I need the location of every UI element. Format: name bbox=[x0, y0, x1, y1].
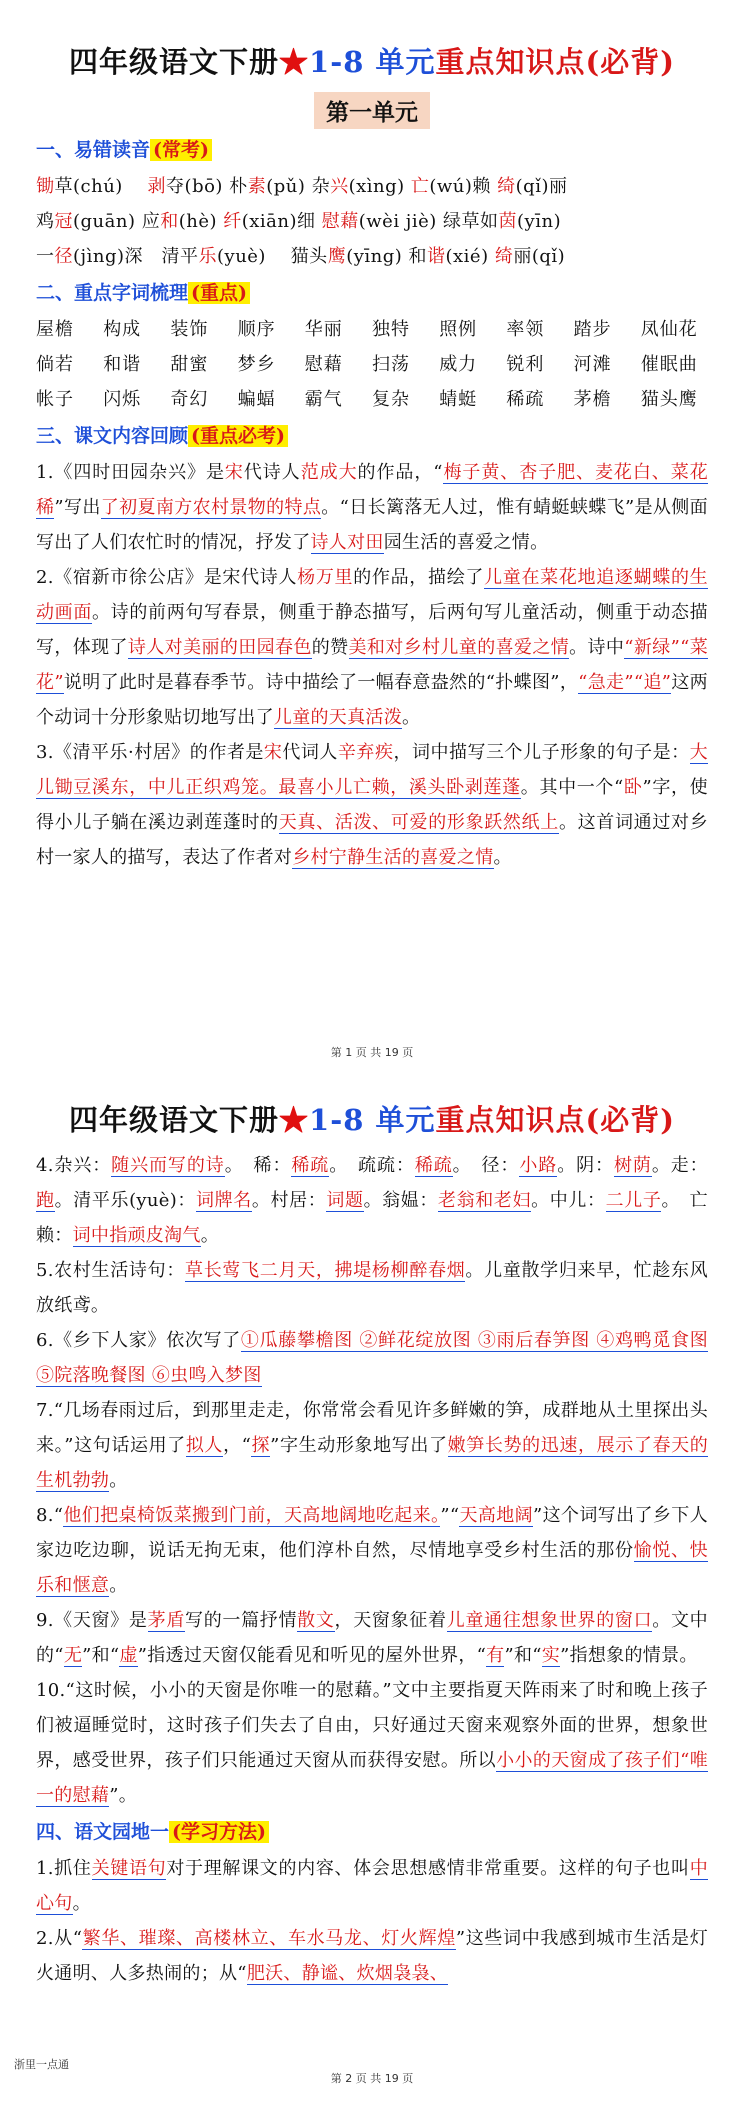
garden-item-1: 1.抓住关键语句对于理解课文的内容、体会思想感情非常重要。这样的句子也叫中心句。 bbox=[36, 1858, 708, 1914]
vocab-word: 梦乡 bbox=[237, 354, 276, 375]
vocabulary-grid bbox=[36, 312, 708, 417]
section-heading-pronunciation: 一、易错读音 (常考) bbox=[36, 135, 708, 165]
vocab-word: 奇幻 bbox=[170, 389, 209, 410]
vocab-word: 构成 bbox=[103, 319, 142, 340]
page-2 bbox=[0, 1092, 744, 2104]
vocab-word: 锐利 bbox=[506, 354, 545, 375]
vocab-word: 稀疏 bbox=[506, 389, 545, 410]
vocab-word: 复杂 bbox=[371, 389, 410, 410]
vocab-word: 催眠曲 bbox=[640, 354, 698, 375]
vocab-word: 踏步 bbox=[573, 319, 612, 340]
star-icon: ★ bbox=[279, 1103, 310, 1137]
vocab-word: 倘若 bbox=[36, 354, 74, 375]
note-item-5: 5.农村生活诗句：草长莺飞二月天，拂堤杨柳醉春烟。儿童散学归来早，忙趁东风放纸鸢。 bbox=[36, 1260, 709, 1316]
vocab-word: 甜蜜 bbox=[170, 354, 209, 375]
note-item-6: 6.《乡下人家》依次写了①瓜藤攀檐图 ②鲜花绽放图 ③雨后春笋图 ④鸡鸭觅食图 ⑤院落晚餐图 ⑥虫鸣入梦图 bbox=[36, 1330, 708, 1386]
vocab-word: 华丽 bbox=[304, 319, 343, 340]
section-heading-garden: 四、语文园地一 (学习方法) bbox=[36, 1817, 708, 1847]
note-item-7: 7.“几场春雨过后，到那里走走，你常常会看见许多鲜嫩的笋，成群地从土里探出头来。”这句话运用了拟人，“探”字生动形象地写出了嫩笋长势的迅速，展示了春天的生机勃勃。 bbox=[36, 1400, 708, 1491]
unit-heading: 第一单元 bbox=[314, 92, 430, 129]
vocab-word: 河滩 bbox=[573, 354, 612, 375]
vocab-word: 帐子 bbox=[36, 389, 74, 410]
note-item-9: 9.《天窗》是茅盾写的一篇抒情散文，天窗象征着儿童通往想象世界的窗口。文中的“无”和“虚”指透过天窗仅能看见和听见的屋外世界，“有”和“实”指想象的情景。 bbox=[36, 1610, 708, 1666]
vocab-word: 蜻蜓 bbox=[439, 389, 478, 410]
page-footer: 第 2 页 共 19 页 bbox=[330, 2072, 414, 2085]
page-title: 四年级语文下册★1-8 单元重点知识点(必背) bbox=[69, 45, 675, 79]
vocab-word: 扫荡 bbox=[371, 354, 410, 375]
note-item-4: 4.杂兴：随兴而写的诗。 稀：稀疏。 疏疏：稀疏。 径：小路。阴：树荫。走：跑。清平乐(yuè)：词牌名。村居：词题。翁媪：老翁和老妇。中儿：二儿子。 亡赖：词中指顽皮淘气。 bbox=[36, 1155, 708, 1246]
vocab-word: 独特 bbox=[371, 319, 410, 340]
review-item-1: 1.《四时田园杂兴》是宋代诗人范成大的作品，“梅子黄、杏子肥、麦花白、菜花稀”写出了初夏南方农村景物的特点。“日长篱落无人过，惟有蜻蜓蛱蝶飞”是从侧面写出了人们农忙时的情况，抒发了诗人对田园生活的喜爱之情。 bbox=[36, 462, 708, 553]
note-item-10: 10.“这时候，小小的天窗是你唯一的慰藉。”文中主要指夏天阵雨来了时和晚上孩子们被逼睡觉时，这时孩子们失去了自由，只好通过天窗来观察外面的世界，想象世界，感受世界，孩子们只能通过天窗从而获得安慰。所以小小的天窗成了孩子们“唯一的慰藉”。 bbox=[36, 1680, 708, 1806]
section-heading-vocabulary: 二、重点字词梳理 (重点) bbox=[36, 278, 708, 308]
page-title: 四年级语文下册★1-8 单元重点知识点(必背) bbox=[69, 1103, 675, 1137]
garden-item-2: 2.从“繁华、璀璨、高楼林立、车水马龙、灯火辉煌”这些词中我感到城市生活是灯火通明、人多热闹的；从“肥沃、静谧、炊烟袅袅、 bbox=[36, 1928, 709, 1984]
watermark: 浙里一点通 bbox=[14, 2058, 69, 2071]
note-item-8: 8.“他们把桌椅饭菜搬到门前，天高地阔地吃起来。”“天高地阔”这个词写出了乡下人家边吃边聊，说话无拘无束，他们淳朴自然，尽情地享受乡村生活的那份愉悦、快乐和惬意。 bbox=[36, 1505, 708, 1596]
vocab-word: 屋檐 bbox=[36, 319, 74, 340]
star-icon: ★ bbox=[279, 45, 310, 79]
vocab-word: 照例 bbox=[439, 319, 478, 340]
review-item-3: 3.《清平乐·村居》的作者是宋代词人辛弃疾，词中描写三个儿子形象的句子是：大儿锄豆溪东，中儿正织鸡笼。最喜小儿亡赖，溪头卧剥莲蓬。其中一个“卧”字，使得小儿子躺在溪边剥莲蓬时的天真、活泼、可爱的形象跃然纸上。这首词通过对乡村一家人的描写，表达了作者对乡村宁静生活的喜爱之情。 bbox=[36, 742, 708, 868]
section-heading-review: 三、课文内容回顾 (重点必考) bbox=[36, 421, 708, 451]
vocab-word: 凤仙花 bbox=[640, 319, 698, 340]
pronunciation-list: 锄草(chú) 剥夺(bō) 朴素(pǔ) 杂兴(xìng) 亡(wú)赖 绮(qǐ)丽 鸡冠(guān) 应和(hè) 纤(xiān)细 慰藉(wèi jiè) 绿草如茵(yīn) 一径(jìng)深 清平乐(yuè) 猫头鹰(yīng) 和谐(xié) 绮丽(qǐ) bbox=[36, 176, 568, 267]
vocab-word: 装饰 bbox=[170, 319, 209, 340]
vocab-word: 和谐 bbox=[103, 354, 142, 375]
page-footer: 第 1 页 共 19 页 bbox=[330, 1046, 414, 1059]
vocab-word: 茅檐 bbox=[573, 389, 612, 410]
vocab-word: 顺序 bbox=[237, 319, 276, 340]
vocab-word: 霸气 bbox=[304, 389, 343, 410]
vocab-word: 闪烁 bbox=[103, 389, 142, 410]
vocab-word: 猫头鹰 bbox=[640, 389, 698, 410]
vocab-word: 率领 bbox=[506, 319, 545, 340]
vocab-word: 慰藉 bbox=[304, 354, 343, 375]
review-item-2: 2.《宿新市徐公店》是宋代诗人杨万里的作品，描绘了儿童在菜花地追逐蝴蝶的生动画面。诗的前两句写春景，侧重于静态描写，后两句写儿童活动，侧重于动态描写，体现了诗人对美丽的田园春色的赞美和对乡村儿童的喜爱之情。诗中“新绿”“菜花”说明了此时是暮春季节。诗中描绘了一幅春意盎然的“扑蝶图”，“急走”“追”这两个动词十分形象贴切地写出了儿童的天真活泼。 bbox=[36, 567, 709, 728]
vocab-word: 威力 bbox=[439, 354, 478, 375]
vocab-word: 蝙蝠 bbox=[237, 389, 276, 410]
